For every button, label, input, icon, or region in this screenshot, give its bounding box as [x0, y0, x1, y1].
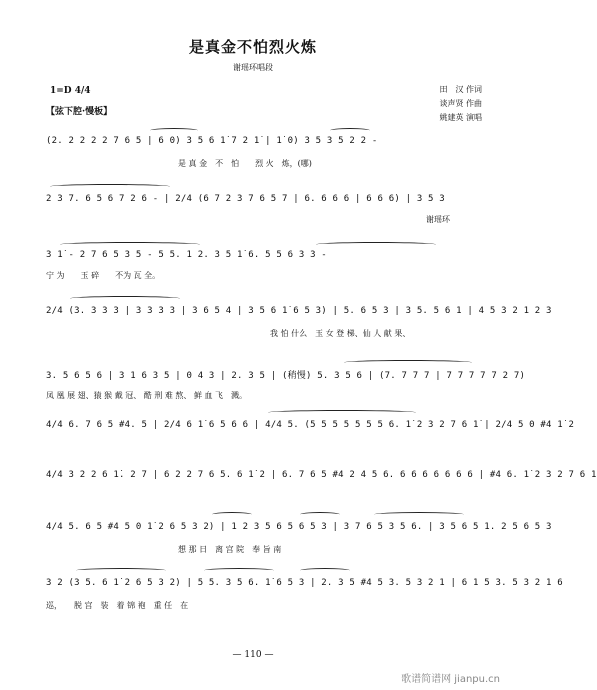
notation-line-6: 4/4 6. 7 6 5 #4. 5 | 2/4 6 1̇ 6 5 6 6 | 4/4 5. (5 5 5 5 5 5 5 6. 1̇ 2 3 2 7 6 1̇ | 2/4 5 0 #4 1̇ 2 [46, 420, 575, 430]
lyric-line-1: 是 真 金 不 怕 烈 火 炼，(哪) [178, 159, 312, 168]
notation-line-2: 2 3 7. 6 5 6 7 2 6 - | 2/4 (6 7 2 3 7 6 5 7 | 6. 6 6 6 | 6 6 6) | 3 5 3 [46, 194, 445, 204]
notation-line-9: 3 2 (3 5. 6 1̇ 2 6 5 3 2) | 5 5. 3 5 6. 1̇ 6 5 3 | 2. 3 5 #4 5 3. 5 3 2 1 | 6 1 5 3. 5 3 2 1 6 [46, 578, 563, 588]
notation-line-5: 3. 5 6 5 6 | 3 1 6 3 5 | 0 4 3 | 2. 3 5 | (稍慢) 5. 3 5 6 | (7. 7 7 7 | 7 7 7 7 7 2 7) [46, 371, 526, 381]
notation-line-4: 2/4 (3. 3 3 3 | 3 3 3 3 | 3 6 5 4 | 3 5 6 1̇ 6 5 3) | 5. 6 5 3 | 3 5. 5 6 1 | 4 5 3 2 1 2 3 [46, 306, 552, 316]
credit-lyricist: 田 汉 作词 [439, 85, 482, 94]
lyric-line-9: 巡， 脱 宫 装 着 锦 袍 重 任 在 [46, 601, 189, 610]
tempo-marking: 【弦下腔·慢板】 [46, 107, 113, 117]
lyric-line-4: 我 怕 什么 玉 女 登 梯、仙 人 献 果、 [270, 329, 411, 338]
notation-line-7: 4/4 3 2 2 6 1̇. 2 7 | 6 2 2 7 6 5. 6 1̇ 2 | 6. 7 6 5 #4 2 4 5 6. 6 6 6 6 6 6 6 | #4 6. 1̇ 2 3 2 7 6 1̇ [46, 470, 597, 480]
notation-line-1: (2. 2 2 2 2 7 6 5 | 6 0) 3 5 6 1̇ 7 2 1̇ | 1̇ 0) 3 5 3 5 2 2 - [46, 136, 378, 146]
lyric-line-3: 宁 为 玉 碎 不为 瓦 全。 [46, 271, 161, 280]
credit-singer: 姚建英 演唱 [439, 113, 482, 122]
notation-line-8: 4/4 5. 6 5 #4 5 0 1̇ 2 6 5 3 2) | 1 2 3 5 6 5 6 5 3 | 3 7 6 5 3 5 6. | 3 5 6 5 1. 2 5 6 5 3 [46, 522, 552, 532]
lyric-line-5: 凤 凰 展 翅、猿 猴 戴 冠、 酷 刑 难 熬、 鲜 血 飞 溅。 [46, 391, 248, 400]
page-number: — 110 — [232, 650, 274, 660]
page-title: 是真金不怕烈火炼 [188, 38, 317, 56]
credit-composer: 谈声贤 作曲 [439, 99, 482, 108]
subtitle: 谢瑶环唱段 [233, 63, 273, 72]
lyric-line-8: 想 那 日 离 宫 院 奉 旨 南 [178, 545, 282, 554]
lyric-line-2: 谢瑶环 [426, 215, 450, 224]
key-signature: 1=D 4/4 [50, 86, 91, 96]
notation-line-3: 3 1̇ - 2 7 6 5 3 5 - 5 5. 1 2. 3 5 1̇ 6. 5 5 6 3 3 - [46, 250, 327, 260]
watermark: 歌谱简谱网 jianpu.cn [401, 674, 500, 685]
